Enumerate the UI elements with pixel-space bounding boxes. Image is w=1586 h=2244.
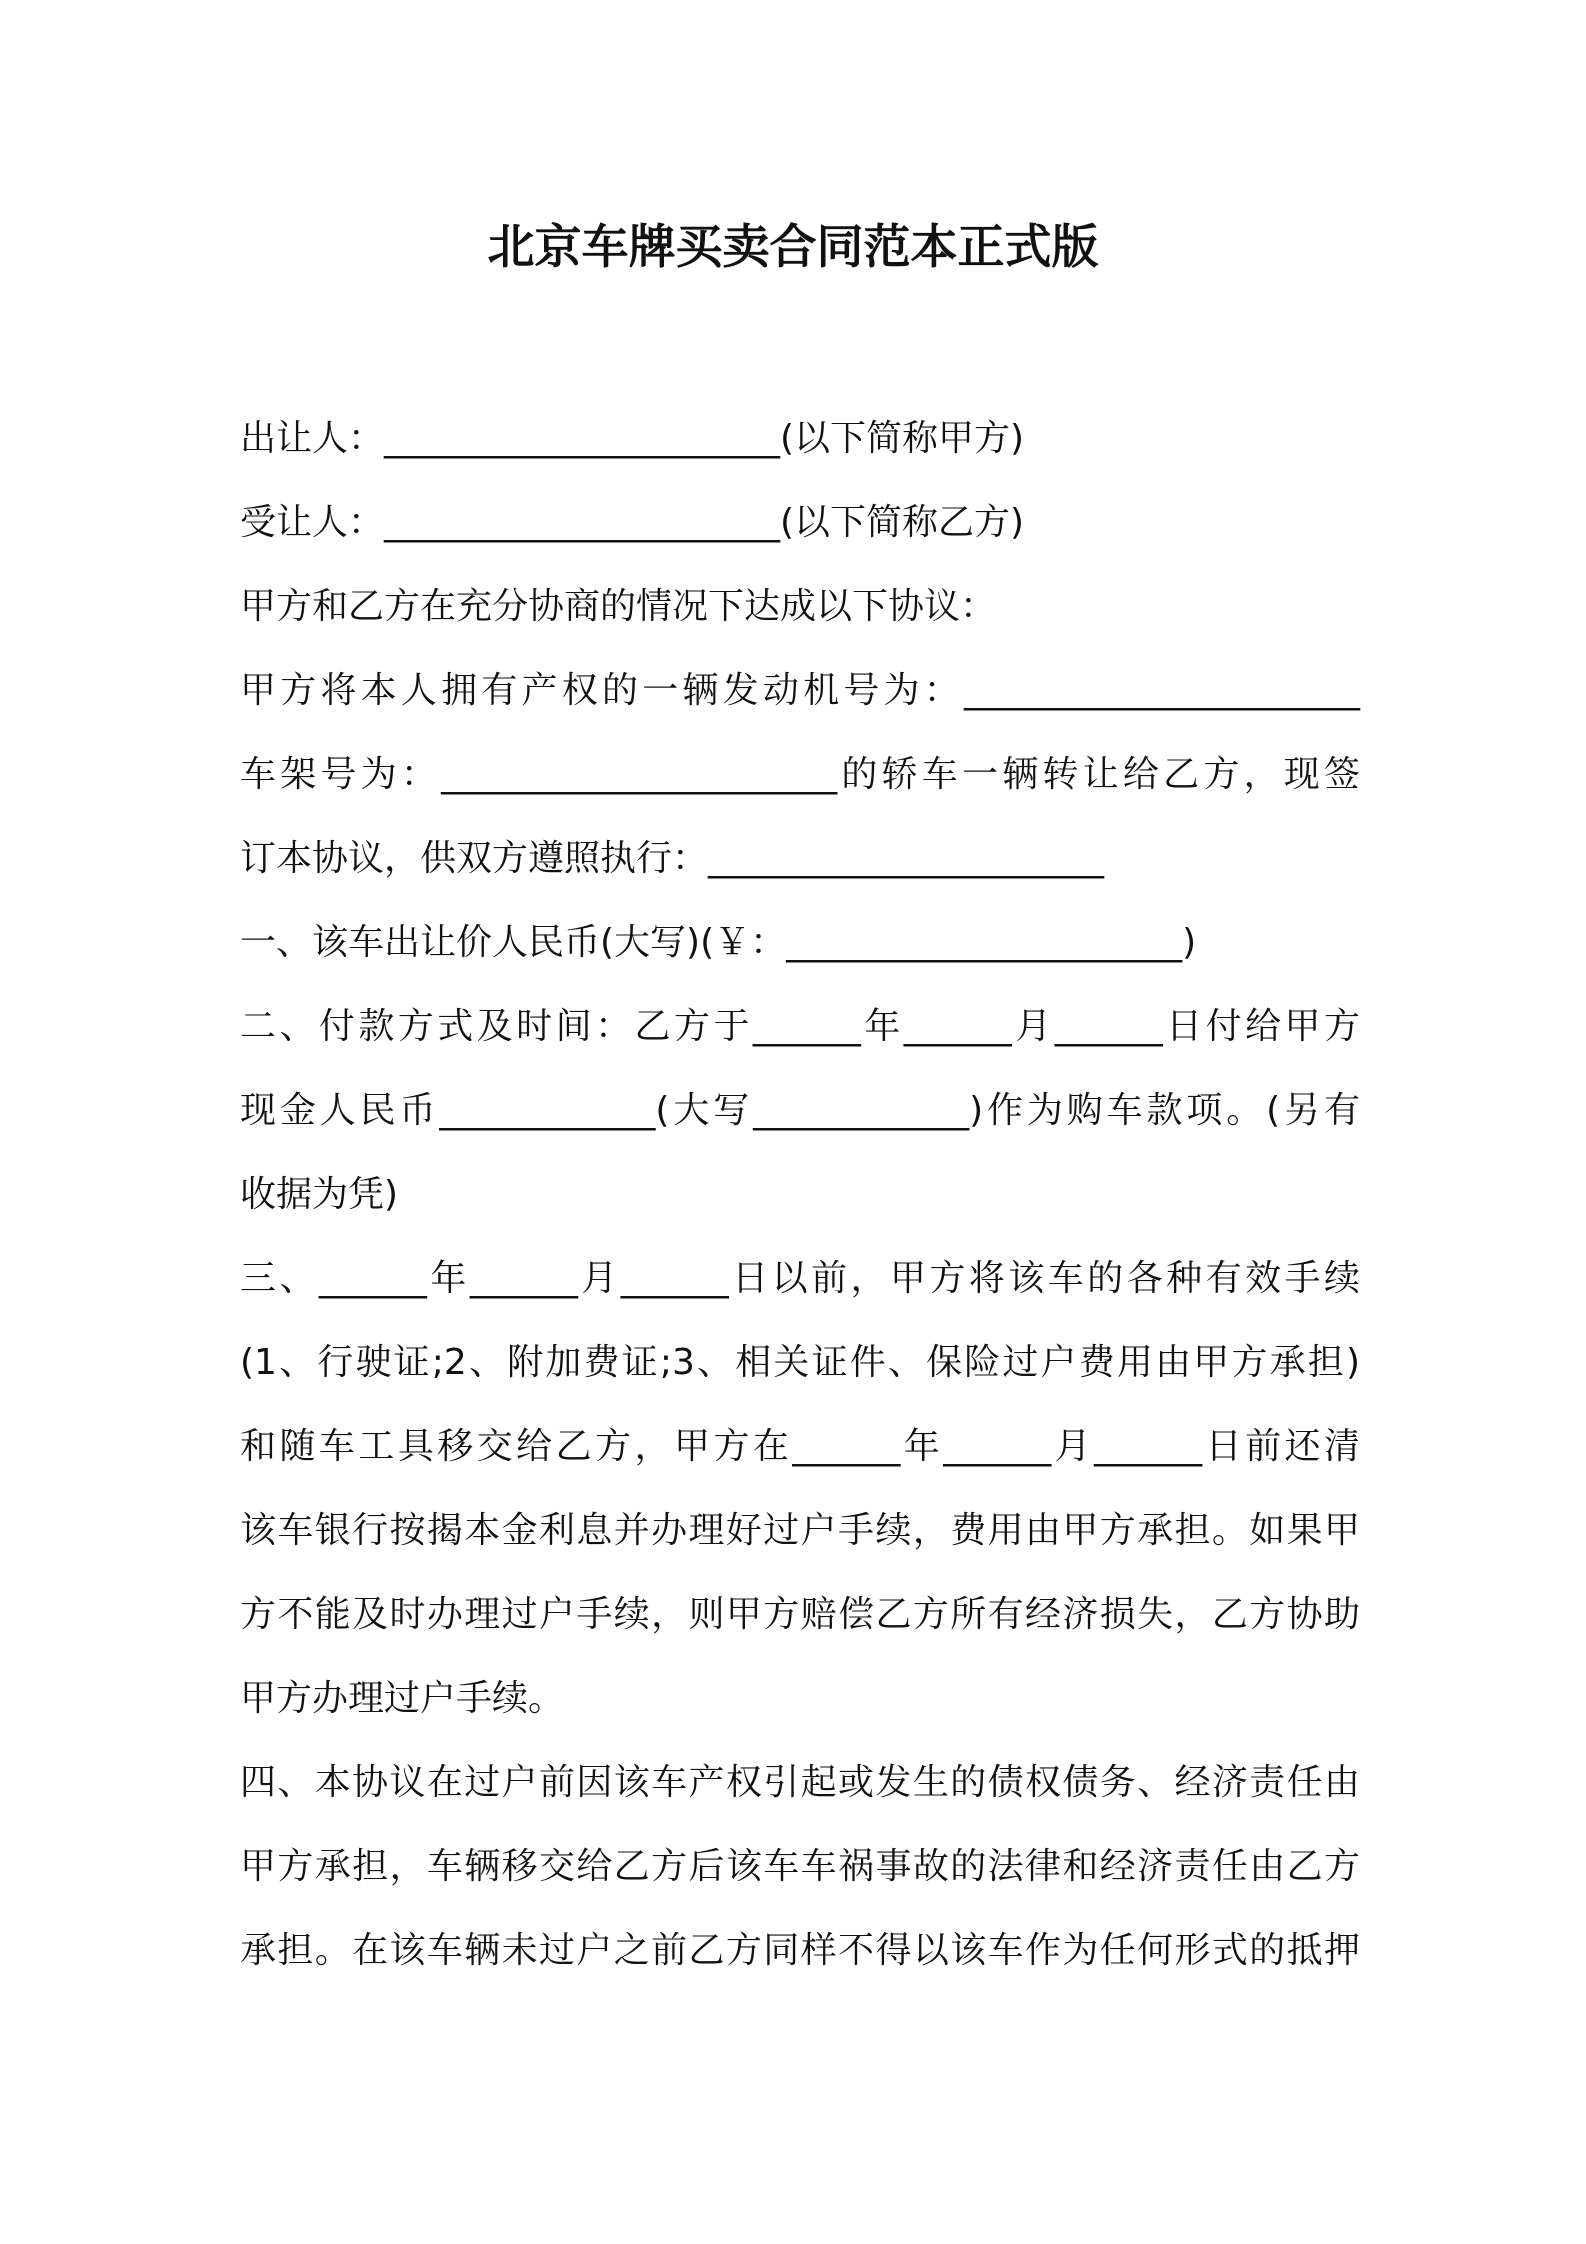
clause-3-line-3: 和随车工具移交给乙方，甲方在______年______月______日前还清	[240, 1426, 1360, 1467]
clause-4-line-2: 甲方承担，车辆移交给乙方后该车车祸事故的法律和经济责任由乙方	[240, 1846, 1360, 1887]
clause-2-payment-line-1: 二、付款方式及时间：乙方于______年______月______日付给甲方	[240, 1006, 1360, 1047]
buyer-line: 受让人：______________________(以下简称乙方)	[240, 502, 1025, 543]
clause-2-payment-line-3: 收据为凭)	[240, 1174, 399, 1215]
agreement-intro-line: 甲方和乙方在充分协商的情况下达成以下协议：	[240, 586, 997, 627]
clause-4-line-1: 四、本协议在过户前因该车产权引起或发生的债权债务、经济责任由	[240, 1762, 1360, 1803]
clause-3-line-4: 该车银行按揭本金利息并办理好过户手续，费用由甲方承担。如果甲	[240, 1510, 1360, 1551]
engine-number-line: 甲方将本人拥有产权的一辆发动机号为：______________________	[240, 670, 1360, 711]
seller-line: 出让人：______________________(以下简称甲方)	[240, 418, 1025, 459]
clause-3-line-2: (1、行驶证;2、附加费证;3、相关证件、保险过户费用由甲方承担)	[240, 1342, 1360, 1383]
clause-4-line-3: 承担。在该车辆未过户之前乙方同样不得以该车作为任何形式的抵押	[240, 1930, 1360, 1971]
clause-3-line-1: 三、______年______月______日以前，甲方将该车的各种有效手续	[240, 1258, 1360, 1299]
clause-2-payment-line-2: 现金人民币____________(大写____________)作为购车款项。(另有	[240, 1090, 1360, 1131]
frame-number-line: 车架号为：______________________的轿车一辆转让给乙方，现签	[240, 754, 1360, 795]
clause-3-line-6: 甲方办理过户手续。	[240, 1678, 565, 1719]
document-title: 北京车牌买卖合同范本正式版	[487, 220, 1099, 275]
clause-3-line-5: 方不能及时办理过户手续，则甲方赔偿乙方所有经济损失，乙方协助	[240, 1594, 1360, 1635]
execution-line: 订本协议，供双方遵照执行：______________________	[240, 838, 1105, 879]
document-body	[240, 397, 1360, 1993]
clause-1-price: 一、该车出让价人民币(大写)(￥：______________________)	[240, 922, 1197, 963]
